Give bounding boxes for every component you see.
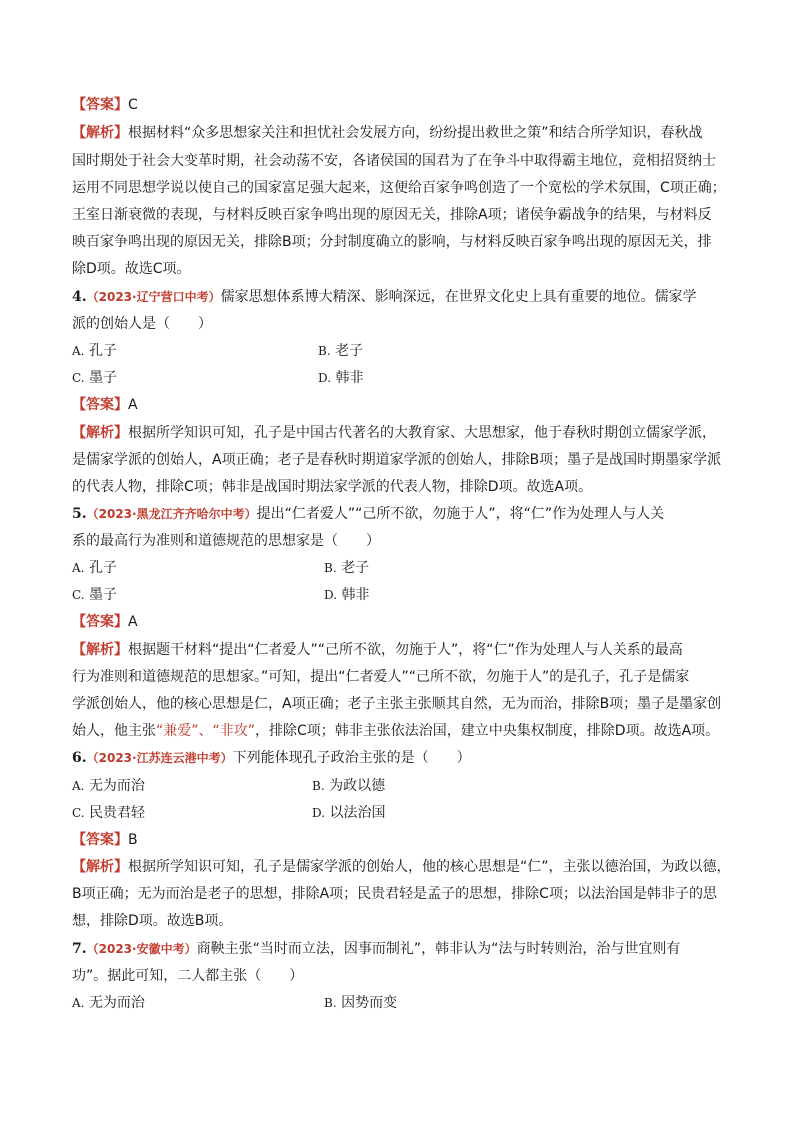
q3-analysis-line-3: 运用不同思想学说以使自己的国家富足强大起来，这便给百家争鸣创造了一个宽松的学术氛围，C项正确；	[72, 180, 726, 196]
q3-analysis-line-6: 除D项。故选C项。	[72, 261, 191, 277]
q5-analysis-line-4: 始人，他主张“兼爱”、“非攻”，排除C项；韩非主张依法治国，建立中央集权制度，排除D项。故选A项。	[72, 723, 720, 739]
q6-stem-line-1: 6.（2023·江苏连云港中考）下列能体现孔子政治主张的是（ ）	[72, 750, 471, 766]
q6-option-a: A. 无为而治	[72, 778, 145, 794]
q5-analysis-line-2: 行为准则和道德规范的思想家。”可知，提出“仁者爱人”“己所不欲，勿施于人”的是孔子，孔子是儒家	[72, 669, 690, 685]
q4-option-d: D. 韩非	[318, 370, 364, 386]
q5-stem-line-2: 系的最高行为准则和道德规范的思想家是（ ）	[72, 533, 380, 549]
q5-answer: 【答案】A	[72, 614, 138, 630]
q4-option-a: A. 孔子	[72, 343, 117, 359]
q4-option-c: C. 墨子	[72, 370, 118, 386]
q5-analysis-line-1: 【解析】根据题干材料“提出“仁者爱人”“己所不欲，勿施于人”，将“仁”作为处理人与人关系的最高	[72, 642, 683, 658]
q3-answer: 【答案】C	[72, 97, 138, 113]
q3-analysis-line-1: 【解析】根据材料“众多思想家关注和担忧社会发展方向，纷纷提出救世之策”和结合所学知识，春秋战	[72, 125, 703, 141]
q6-analysis-line-1: 【解析】根据所学知识可知，孔子是儒家学派的创始人，他的核心思想是“仁”，主张以德治国，为政以德，	[72, 859, 731, 875]
q5-stem-line-1: 5.（2023·黑龙江齐齐哈尔中考）提出“仁者爱人”“己所不欲，勿施于人”，将“仁”作为处理人与人关	[72, 506, 665, 522]
q4-analysis-line-2: 是儒家学派的创始人，A项正确；老子是春秋时期道家学派的创始人，排除B项；墨子是战国时期墨家学派	[72, 452, 722, 468]
q5-option-d: D. 韩非	[324, 587, 370, 603]
q4-stem-line-1: 4.（2023·辽宁营口中考）儒家思想体系博大精深、影响深远，在世界文化史上具有重要的地位。儒家学	[72, 289, 697, 305]
q7-option-a: A. 无为而治	[72, 995, 145, 1011]
q4-analysis-line-1: 【解析】根据所学知识可知，孔子是中国古代著名的大教育家、大思想家，他于春秋时期创立儒家学派，	[72, 425, 716, 441]
q7-option-b: B. 因势而变	[324, 995, 398, 1011]
q6-option-b: B. 为政以德	[312, 778, 386, 794]
q4-answer: 【答案】A	[72, 397, 138, 413]
q7-stem-line-2: 功”。据此可知，二人都主张（ ）	[72, 968, 304, 984]
q6-answer: 【答案】B	[72, 832, 138, 848]
q4-stem-line-2: 派的创始人是（ ）	[72, 316, 212, 332]
q4-option-b: B. 老子	[318, 343, 364, 359]
q6-option-d: D. 以法治国	[312, 805, 386, 821]
q3-analysis-line-4: 王室日渐衰微的表现，与材料反映百家争鸣出现的原因无关，排除A项；诸侯争霸战争的结果，与材料反	[72, 207, 712, 223]
q5-option-a: A. 孔子	[72, 560, 117, 576]
q7-stem-line-1: 7.（2023·安徽中考）商鞅主张“当时而立法，因事而制礼”，韩非认为“法与时转则治，治与世宜则有	[72, 941, 681, 957]
q4-analysis-line-3: 的代表人物，排除C项；韩非是战国时期法家学派的代表人物，排除D项。故选A项。	[72, 479, 593, 495]
q6-analysis-line-2: B项正确；无为而治是老子的思想，排除A项；民贵君轻是孟子的思想，排除C项；以法治国是韩非子的思	[72, 886, 717, 902]
q5-option-c: C. 墨子	[72, 587, 118, 603]
q3-analysis-line-2: 国时期处于社会大变革时期，社会动荡不安，各诸侯国的国君为了在争斗中取得霸主地位，竞相招贤纳士	[72, 153, 716, 169]
q6-option-c: C. 民贵君轻	[72, 805, 146, 821]
q3-analysis-line-5: 映百家争鸣出现的原因无关，排除B项；分封制度确立的影响，与材料反映百家争鸣出现的原因无关，排	[72, 234, 712, 250]
q5-analysis-line-3: 学派创始人，他的核心思想是仁，A项正确；老子主张主张顺其自然，无为而治，排除B项；墨子是墨家创	[72, 696, 722, 712]
q6-analysis-line-3: 想，排除D项。故选B项。	[72, 913, 233, 929]
q5-option-b: B. 老子	[324, 560, 370, 576]
